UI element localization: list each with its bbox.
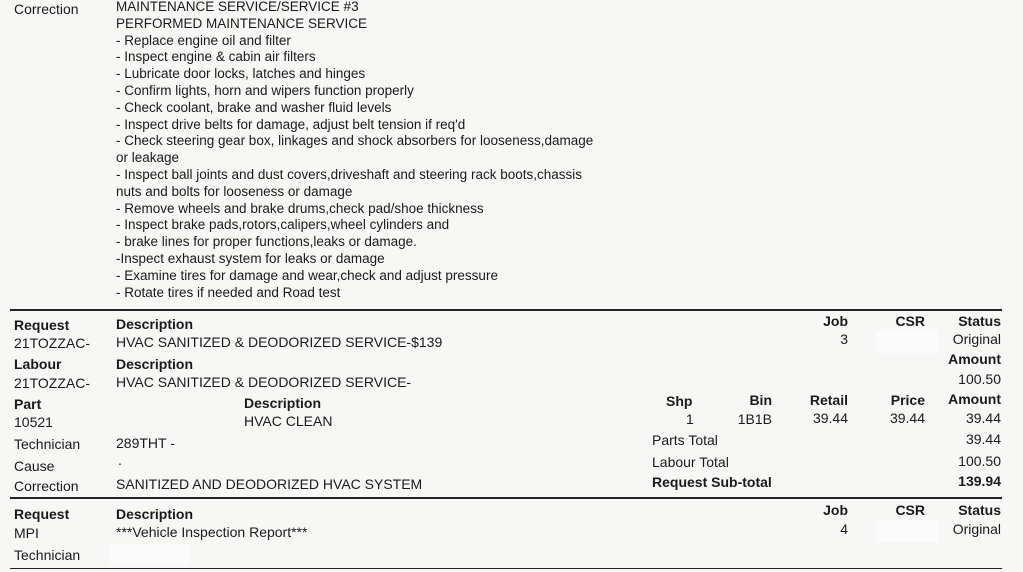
correction-line: - Examine tires for damage and wear,check and adjust pressure xyxy=(116,267,498,283)
shp-label: Shp xyxy=(666,393,693,409)
correction-line: or leakage xyxy=(116,150,180,166)
correction-line: - Confirm lights, horn and wipers function properly xyxy=(116,82,414,98)
correction-line: - Inspect engine & cabin air filters xyxy=(116,49,316,65)
correction-line: - Remove wheels and brake drums,check pad/shoe thickness xyxy=(116,200,484,216)
correction-line: - Rotate tires if needed and Road test xyxy=(116,284,341,300)
correction-line: - Replace engine oil and filter xyxy=(116,32,291,48)
job-label: Job xyxy=(823,502,848,518)
part-bin: 1B1B xyxy=(737,411,772,427)
technician-label: Technician xyxy=(14,436,81,452)
csr-label: CSR xyxy=(895,313,925,329)
amount-label: Amount xyxy=(948,351,1001,367)
request-label: Request xyxy=(14,506,70,522)
job-number: 3 xyxy=(840,331,848,347)
csr-label: CSR xyxy=(895,502,925,518)
technician-value: 289THT - xyxy=(116,435,175,451)
price-label: Price xyxy=(890,392,925,408)
correction-line: MAINTENANCE SERVICE/SERVICE #3 xyxy=(116,0,359,14)
status-label: Status xyxy=(958,502,1001,518)
parts-total-value: 39.44 xyxy=(965,431,1001,447)
part-shp: 1 xyxy=(686,411,694,427)
correction-label: Correction xyxy=(14,1,79,17)
correction-line: - Check coolant, brake and washer fluid levels xyxy=(116,99,392,115)
request-description: ***Vehicle Inspection Report*** xyxy=(116,524,308,540)
part-description: HVAC CLEAN xyxy=(244,413,333,429)
request-description: HVAC SANITIZED & DEODORIZED SERVICE-$139 xyxy=(116,334,443,350)
section-divider xyxy=(10,309,1002,311)
subtotal-label: Request Sub-total xyxy=(652,474,772,490)
correction-line: -Inspect exhaust system for leaks or damage xyxy=(116,250,385,266)
request-code: MPI xyxy=(14,525,39,541)
correction-value: SANITIZED AND DEODORIZED HVAC SYSTEM xyxy=(116,476,423,492)
labour-total-label: Labour Total xyxy=(652,454,729,470)
correction-line: nuts and bolts for looseness or damage xyxy=(116,183,353,199)
correction-line: - brake lines for proper functions,leaks or damage. xyxy=(116,234,417,250)
part-label: Part xyxy=(14,396,42,412)
correction-line: - Check steering gear box, linkages and shock absorbers for looseness,damage xyxy=(116,133,594,149)
request-code: 21TOZZAC- xyxy=(14,335,90,351)
parts-total-label: Parts Total xyxy=(652,432,718,448)
labour-code: 21TOZZAC- xyxy=(14,375,90,391)
status-value: Original xyxy=(952,331,1001,347)
labour-label: Labour xyxy=(14,356,62,372)
section-divider xyxy=(10,497,1002,499)
description-label: Description xyxy=(116,316,194,332)
correction-line: - Inspect ball joints and dust covers,driveshaft and steering rack boots,chassis xyxy=(116,166,582,182)
part-number: 10521 xyxy=(14,414,53,430)
labour-total-value: 100.50 xyxy=(958,453,1001,469)
correction-line: PERFORMED MAINTENANCE SERVICE xyxy=(116,15,368,31)
labour-description-label: Description xyxy=(116,356,194,372)
status-value: Original xyxy=(952,521,1001,537)
cause-value: . xyxy=(118,452,122,468)
retail-label: Retail xyxy=(809,392,848,408)
part-amount-label: Amount xyxy=(948,391,1001,407)
labour-description: HVAC SANITIZED & DEODORIZED SERVICE- xyxy=(116,374,412,390)
job-number: 4 xyxy=(840,521,848,537)
part-description-label: Description xyxy=(244,395,322,411)
bottom-rule xyxy=(10,568,1002,569)
correction-label-2: Correction xyxy=(14,478,79,494)
redacted-technician xyxy=(110,544,190,564)
technician-label: Technician xyxy=(14,547,81,563)
job-label: Job xyxy=(823,313,848,329)
part-price: 39.44 xyxy=(889,410,925,426)
correction-lines xyxy=(116,0,593,301)
labour-amount: 100.50 xyxy=(958,371,1001,387)
subtotal-value: 139.94 xyxy=(958,473,1001,489)
part-retail: 39.44 xyxy=(812,410,848,426)
correction-line: - Lubricate door locks, latches and hinges xyxy=(116,66,366,82)
bin-label: Bin xyxy=(749,392,772,408)
correction-line: - Inspect brake pads,rotors,calipers,wheel cylinders and xyxy=(116,217,450,233)
cause-label: Cause xyxy=(14,458,55,474)
correction-line: - Inspect drive belts for damage, adjust belt tension if req'd xyxy=(116,116,466,132)
request-label: Request xyxy=(14,317,70,333)
status-label: Status xyxy=(958,313,1001,329)
description-label: Description xyxy=(116,506,194,522)
part-amount: 39.44 xyxy=(965,410,1001,426)
